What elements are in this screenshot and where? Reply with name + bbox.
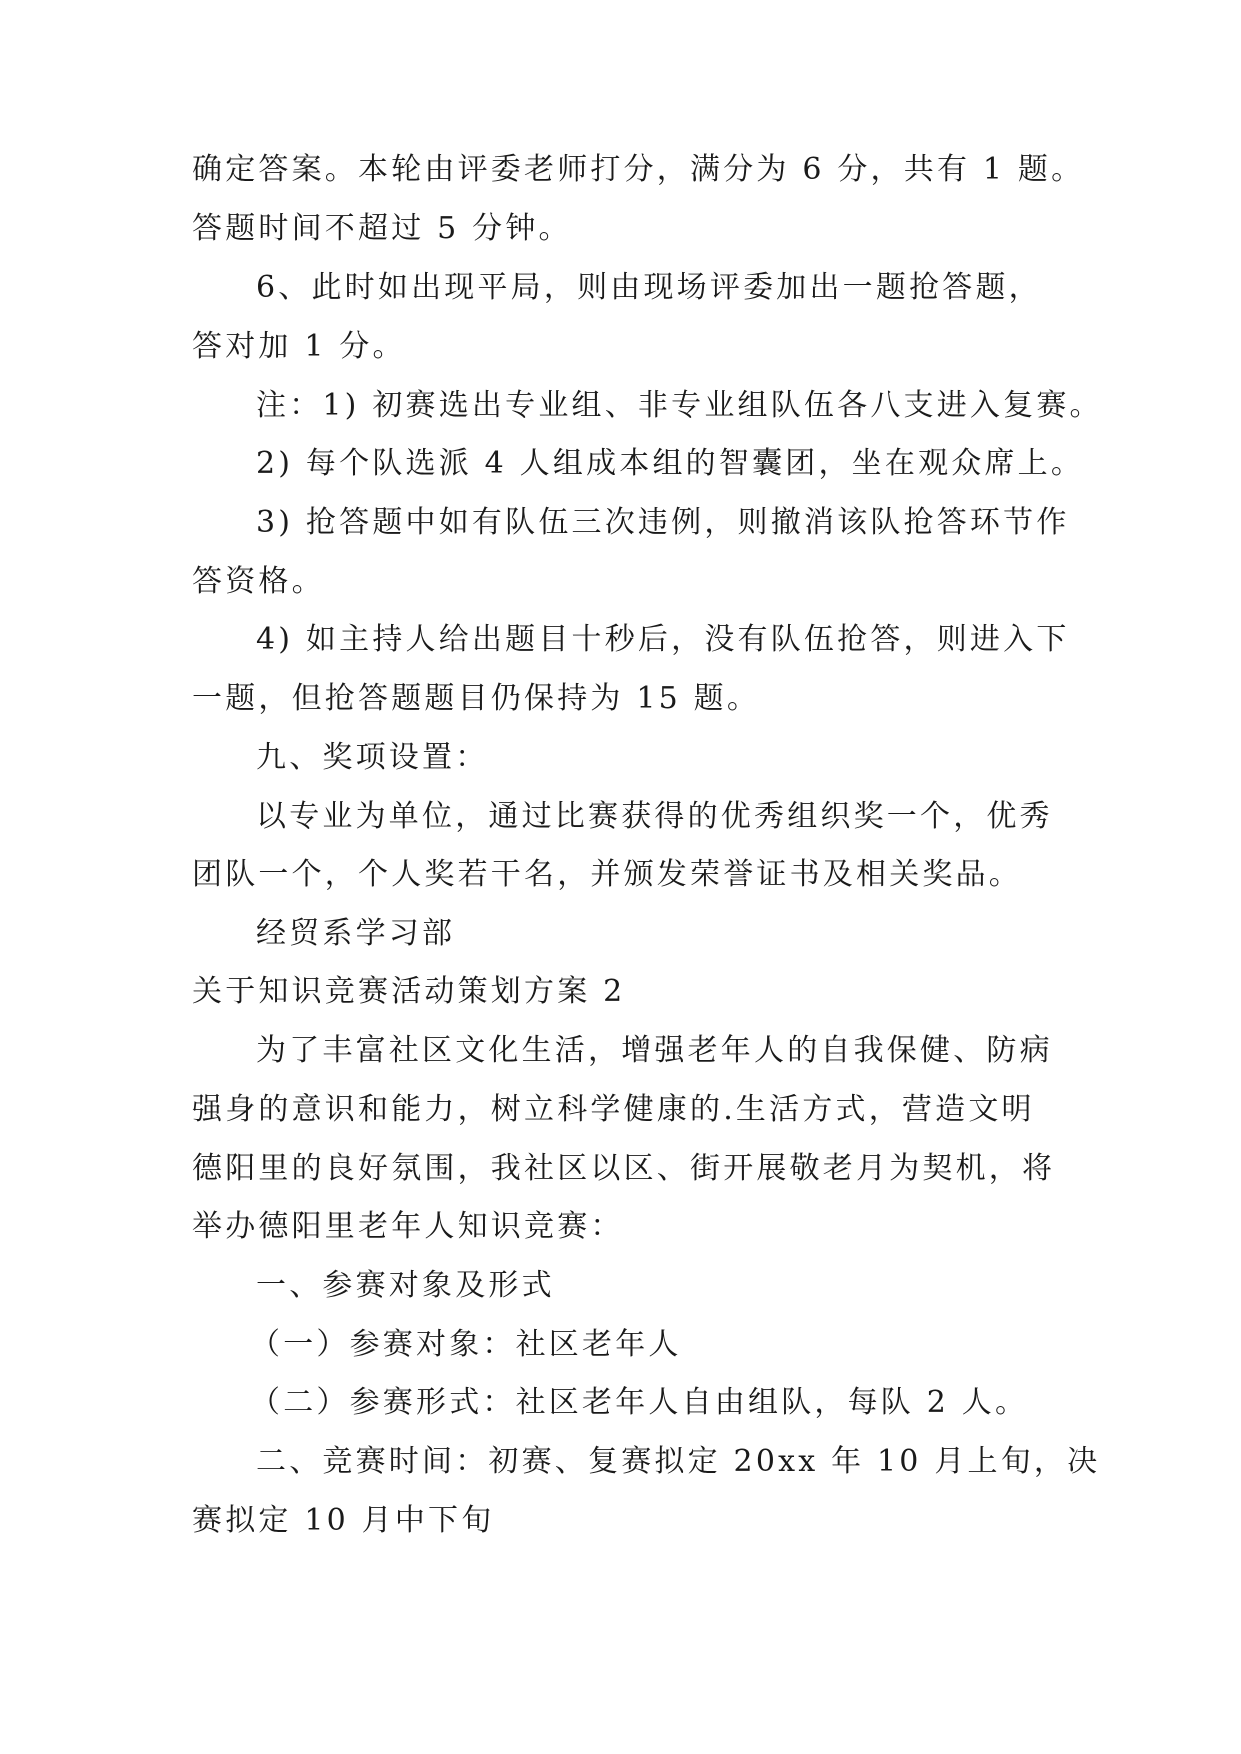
paragraph-line: 举办德阳里老年人知识竞赛： xyxy=(192,1209,624,1244)
section-heading: 一、参赛对象及形式 xyxy=(256,1268,555,1303)
paragraph-line: 为了丰富社区文化生活，增强老年人的自我保健、防病 xyxy=(256,1033,1053,1068)
note-line: 注：1) 初赛选出专业组、非专业组队伍各八支进入复赛。 xyxy=(256,388,1103,423)
paragraph-line: 德阳里的良好氛围，我社区以区、街开展敬老月为契机，将 xyxy=(192,1151,1056,1186)
paragraph-line: 答对加 1 分。 xyxy=(192,329,406,364)
signature-line: 经贸系学习部 xyxy=(256,916,456,951)
note-line: 2) 每个队选派 4 人组成本组的智囊团，坐在观众席上。 xyxy=(256,446,1085,481)
note-line: 4) 如主持人给出题目十秒后，没有队伍抢答，则进入下 xyxy=(256,622,1070,657)
paragraph-line: 强身的意识和能力，树立科学健康的.生活方式，营造文明 xyxy=(192,1092,1035,1127)
list-item: （二）参赛形式：社区老年人自由组队，每队 2 人。 xyxy=(250,1385,1029,1420)
note-line: 3) 抢答题中如有队伍三次违例，则撤消该队抢答环节作 xyxy=(256,505,1070,540)
list-item: （一）参赛对象：社区老年人 xyxy=(250,1327,682,1362)
paragraph-line: 团队一个，个人奖若干名，并颁发荣誉证书及相关奖品。 xyxy=(192,857,1022,892)
paragraph-line: 确定答案。本轮由评委老师打分，满分为 6 分，共有 1 题。 xyxy=(192,152,1085,187)
paragraph-line: 以专业为单位，通过比赛获得的优秀组织奖一个，优秀 xyxy=(256,799,1053,834)
note-line: 一题，但抢答题题目仍保持为 15 题。 xyxy=(192,681,761,716)
paragraph-line: 赛拟定 10 月中下旬 xyxy=(192,1503,495,1538)
paragraph-line: 答题时间不超过 5 分钟。 xyxy=(192,211,572,246)
paragraph-line: 6、此时如出现平局，则由现场评委加出一题抢答题， xyxy=(256,270,1042,305)
document-title: 关于知识竞赛活动策划方案 2 xyxy=(192,974,626,1009)
note-line: 答资格。 xyxy=(192,564,325,599)
section-heading: 九、奖项设置： xyxy=(256,740,489,775)
section-heading: 二、竞赛时间：初赛、复赛拟定 20xx 年 10 月上旬，决 xyxy=(256,1444,1101,1479)
